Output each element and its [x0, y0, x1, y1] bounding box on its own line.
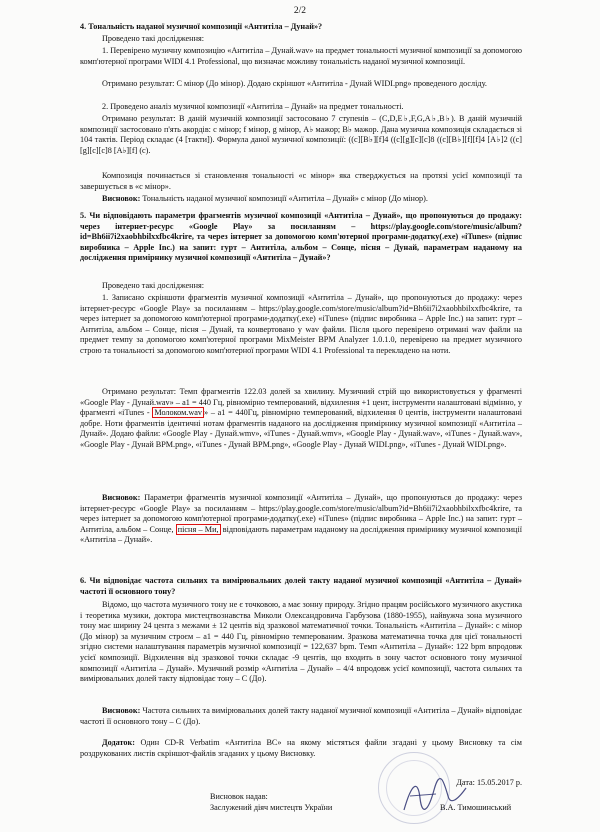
section-4-composition-note: Композиція починається зі становлення тональності «с мінор» яка стверджується на протязі усієї композиції та завершується в «с мінор».	[80, 171, 522, 191]
section-6-body: Відомо, що частота музичного тону не є точковою, а має зонну природу. Згідно працям російського музичного акустика і теоретика музики, доктора мистецтвознавства Миколи Олександровича Гарбузова (1880-1955), найвужча зона музичного тону має ширину 24 цента з межами ± 12 центів від зразкової математичної точки. Тональність «Антитіла – Дунай»: с мінор (До мінор) за музичним строєм – a1 = 440 Гц, рівномірно темперованим. Зразкова математична точка для цієї тональності згідно системи налаштування параметрів музичної композиції = 122,637 bpm. Темп «Антитіла – Дунай»: 122 bpm впродовж усієї композиції. Відхилення від зразкової точки складає -9 центів, що входить в зону частот основного тону музичної композиції «Антитіла – Дунай». Музичний розмір «Антитіла – Дунай» – 4/4 впродовж усієї композиції, частота сильних та вимірювальних долей такту відповідає тону – C (До).	[80, 600, 522, 684]
section-5-result	[80, 387, 522, 451]
section-5-step-1: 1. Записано скріншоти фрагментів музичної композиції «Антитіла – Дунай», що пропонуються до продажу: через інтернет-ресурс «Google Play» за посиланням – https://play.google.com/store/music/album?id=Bh6ii7i2xaobhbilxxfbc4krire, та через інтернет за допомогою комп'ютерної програми-додатку(.exe) «iTunes» (підпис виробника – Apple Inc.) на запит: гурт – Антитіла, альбом – Сонце, пісня – Дунай, та конвертовано у wav файли. Після цього перевірено отримані wav файли на предмет темпу за допомогою комп'ютерної програми MixMeister BPM Analyzer 1.0.1.0, перевірено на предмет музичного строю та тональності за допомогою комп'ютерної програми WIDI 4.1 Professional та перекладено на ноти.	[80, 293, 522, 355]
section-4-intro: Проведено такі дослідження:	[102, 34, 204, 43]
conclusion-text-a: Параметри фрагментів музичної композиції «Антитіла – Дунай», що пропонуються до продажу: через інтернет-ресурс «Google Play» за посиланням – https://play.google.com/store/music/album?id=Bh6ii7i2xaobhbilxxfbc4krire, та через інтернет за допомогою комп'ютерної програми-додатку(.exe) «iTunes» (підпис виробника – Apple Inc.) на запит: гурт – Антитіла, альбом – Сонце,	[80, 493, 522, 534]
addendum-text: Один CD-R Verbatim «Антитіла ВС» на якому містяться файли згадані у цьому Висновку та сім роздрукованих листів скріншот-файлів згаданих у цьому Висновку.	[80, 738, 522, 758]
section-4-result-1: Отримано результат: C мінор (До мінор). Додаю скріншот «Антитіла - Дунай WIDI.png» проведеного досліду.	[102, 79, 487, 88]
section-4-step-1: 1. Перевірено музичну композицію «Антитіла – Дунай.wav» на предмет тональності музичної композиції за допомогою комп'ютерної програми WIDI 4.1 Professional, що визначає можливу тональність наданої музичної композиції.	[80, 46, 522, 66]
section-5-heading: 5. Чи відповідають параметри фрагментів музичної композиції «Антитіла – Дунай», що пропонуються до продажу: через інтернет-ресурс «Google Play» за посиланням – https://play.google.com/store/music/album?id=Bh6ii7i2xaobhbilxxfbc4krire, та через інтернет за допомогою комп'ютерної програми-додатку(.exe) «iTunes» (підпис виробника – Apple Inc.) на запит: гурт – Антитіла, альбом – Сонце, пісня – Дунай, параметрам наданому на дослідження примірнику музичної композиції «Антитіла – Дунай»?	[80, 211, 522, 263]
section-6-heading: 6. Чи відповідає частота сильних та вимірювальних долей такту наданої музичної композиції «Антитіла – Дунай» частоті її основного тону?	[80, 576, 522, 596]
signed-by-label: Висновок надав:	[210, 792, 268, 801]
section-6-conclusion	[80, 706, 522, 727]
signer-title: Заслужений діяч мистецтв України	[210, 803, 333, 812]
signer-name: В.А. Тимошинський	[440, 803, 512, 812]
conclusion-label: Висновок:	[102, 194, 141, 203]
section-5-conclusion	[80, 493, 522, 546]
conclusion-label: Висновок:	[102, 493, 141, 502]
section-4-step-2: 2. Проведено аналіз музичної композиції «Антитіла – Дунай» на предмет тональності.	[102, 102, 404, 111]
highlighted-filename: Молоком.wav	[154, 408, 202, 418]
date: Дата: 15.05.2017 р.	[456, 778, 522, 787]
highlighted-song: пісня – Ми,	[177, 524, 219, 534]
conclusion-text: Тональність наданої музичної композиції «Антитіла – Дунай» с мінор (До мінор).	[142, 194, 428, 203]
section-4-heading: 4. Тональність наданої музичної композиції «Антитіла – Дунай»?	[80, 22, 323, 31]
section-4-result-2: Отримано результат: В даній музичній композиції застосовано 7 ступенів – (C,D,E♭,F,G,A♭,B♭). В даній музичній композиції застосовано п'ять акордів: c мінор; f мінор, g мінор, A♭ мажор; B♭ мажор. Дана музична композиція складається зі 104 тактів. Період складає (4 [такти]). Формула даної музичної композиції: ((c][B♭][f]4 ((c][g][c][c]8 ((c][B♭][f][f]4 [A♭]2 ((c][g][c][c]8 [A♭][f] (c).	[80, 114, 522, 155]
page-number: 2/2	[293, 6, 307, 16]
addendum-label: Додаток:	[102, 738, 135, 747]
result-text-b: » – a1 = 440Гц, рівномірно темперований, відхилення 0 центів, інструменти налаштовані добре. Ноти фрагментів ідентичні нотам фрагментів наданого на дослідження примірнику музичної композиції «Антитіла – Дунай». Додаю файли: «Google Play - Дунай.wmv», «iTunes - Дунай.wmv», «Google Play - Дунай.wav», «iTunes - Дунай.wav», «Google Play - Дунай BPM.png», «iTunes - Дунай BPM.png», «Google Play - Дунай WIDI.png», «iTunes - Дунай WIDI.png».	[80, 408, 522, 449]
section-5-intro: Проведено такі дослідження:	[102, 281, 204, 290]
section-4-conclusion	[80, 194, 522, 205]
handwritten-signature	[400, 776, 470, 816]
conclusion-text-b: відповідають параметрам наданому на дослідження примірнику музичної композиції «Антитіла – Дунай».	[80, 524, 522, 545]
conclusion-label: Висновок:	[102, 706, 141, 715]
result-text-a: Отримано результат: Темп фрагментів 122.03 долей за хвилину. Музичний стрій що використовується у фрагменті «Google Play - Дунай.wav» – a1 = 440 Гц, рівномірно темперований, відхилення +1 цент, інструменти налаштовані відмінно, у фрагменті «iTunes -	[80, 387, 522, 418]
addendum	[80, 738, 522, 759]
conclusion-text: Частота сильних та вимірювальних долей такту наданої музичної композиції «Антитіла – Дунай» відповідає частоті її основного тону – C (До).	[80, 706, 522, 726]
